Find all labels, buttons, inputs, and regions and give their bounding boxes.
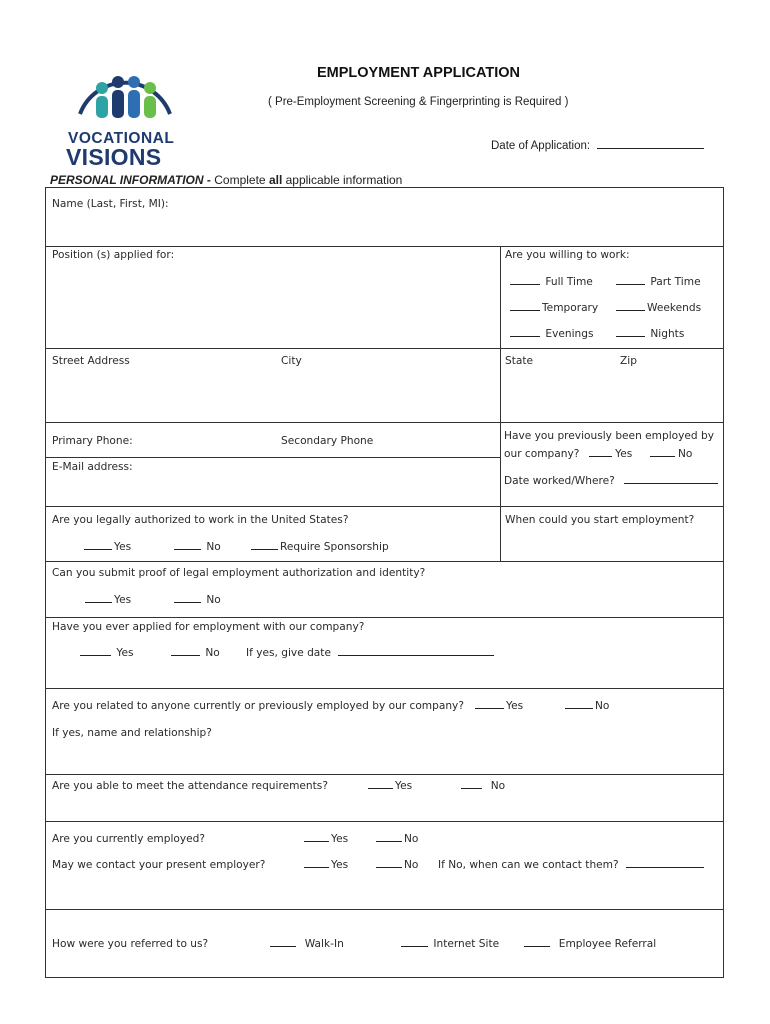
related-no-label: No [595,700,610,712]
employee-label: Employee Referral [558,938,657,950]
employee-line[interactable] [524,938,550,947]
name-field[interactable] [46,212,722,245]
applied-yes-label: Yes [116,647,134,659]
option-weekends[interactable] [616,302,701,314]
weekends-label: Weekends [647,302,702,314]
attendance-no[interactable] [461,780,505,792]
prev-employed-no-line[interactable] [650,448,675,457]
zip-label: Zip [620,355,637,367]
weekends-line[interactable] [616,302,645,311]
date-of-application-label: Date of Application: [491,140,591,152]
attendance-no-line[interactable] [461,780,482,789]
page-subtitle: ( Pre-Employment Screening & Fingerprinting is Required ) [268,96,569,108]
authorized-yes-label: Yes [114,541,132,553]
authorized-question: Are you legally authorized to work in the United States? [52,514,349,526]
internet-label: Internet Site [433,938,500,950]
secondary-phone-label: Secondary Phone [281,435,374,447]
contact-yes-label: Yes [331,859,349,871]
related-yes[interactable] [475,700,523,712]
proof-question: Can you submit proof of legal employment authorization and identity? [52,567,426,579]
section-instruction-bold: all [268,173,283,187]
prev-employed-row [504,448,692,460]
applied-yes-line[interactable] [80,647,111,656]
applied-date-label: If yes, give date [246,647,331,659]
full-time-line[interactable] [510,276,540,285]
prev-employed-no: No [677,448,693,460]
temporary-line[interactable] [510,302,540,311]
contact-no-line[interactable] [376,859,402,868]
proof-no-label: No [206,594,221,606]
proof-yes[interactable] [85,594,131,606]
attendance-yes-label: Yes [395,780,413,792]
when-contact-line[interactable] [626,859,704,868]
city-label: City [281,355,302,367]
proof-no[interactable] [174,594,221,606]
evenings-label: Evenings [545,328,594,340]
authorized-no[interactable] [174,541,221,553]
attendance-yes-line[interactable] [368,780,393,789]
nights-label: Nights [650,328,685,340]
willing-label: Are you willing to work: [505,249,630,261]
when-contact [438,859,706,871]
authorized-no-label: No [206,541,221,553]
internet-line[interactable] [401,938,428,947]
applied-no-line[interactable] [171,647,200,656]
section-title: PERSONAL INFORMATION - [50,173,211,187]
authorized-yes-line[interactable] [84,541,112,550]
name-label: Name (Last, First, MI): [52,198,169,210]
applied-date [246,647,496,659]
date-of-application-line[interactable] [597,140,704,149]
part-time-line[interactable] [616,276,645,285]
prev-employed-yes: Yes [615,448,633,460]
related-name-label: If yes, name and relationship? [52,727,212,739]
authorized-sponsorship[interactable] [251,541,389,553]
referred-question: How were you referred to us? [52,938,209,950]
address-field[interactable] [46,370,499,421]
authorized-no-line[interactable] [174,541,201,550]
option-evenings[interactable] [510,328,593,340]
current-no-label: No [404,833,419,845]
current-no-line[interactable] [376,833,402,842]
temporary-label: Temporary [542,302,599,314]
start-question: When could you start employment? [505,514,695,526]
related-no[interactable] [565,700,609,712]
contact-no-label: No [404,859,419,871]
current-yes[interactable] [304,833,348,845]
referred-employee[interactable] [524,938,656,950]
walkin-line[interactable] [270,938,296,947]
prev-employed-yes-line[interactable] [589,448,612,457]
primary-phone-label: Primary Phone: [52,435,133,447]
current-no[interactable] [376,833,418,845]
section-heading [50,173,402,187]
sponsorship-line[interactable] [251,541,278,550]
proof-yes-line[interactable] [85,594,112,603]
prev-employed-label-line1: Have you previously been employed by [504,430,715,442]
section-instruction-post: applicable information [282,173,403,187]
attendance-no-label: No [490,780,506,792]
attendance-yes[interactable] [368,780,412,792]
applied-date-line[interactable] [338,647,494,656]
street-address-label: Street Address [52,355,130,367]
related-question: Are you related to anyone currently or previously employed by our company? [52,700,464,712]
proof-yes-label: Yes [114,594,132,606]
part-time-label: Part Time [650,276,701,288]
date-worked-line[interactable] [624,475,718,484]
position-field[interactable] [46,263,499,347]
related-no-line[interactable] [565,700,593,709]
sponsorship-label: Require Sponsorship [280,541,389,553]
position-label: Position (s) applied for: [52,249,175,261]
contact-no[interactable] [376,859,418,871]
authorized-yes[interactable] [84,541,131,553]
company-logo [66,56,190,168]
applied-no-label: No [205,647,220,659]
referred-internet[interactable] [401,938,499,950]
evenings-line[interactable] [510,328,540,337]
related-yes-line[interactable] [475,700,504,709]
logo-figures-icon [66,56,190,128]
applied-question: Have you ever applied for employment with our company? [52,621,365,633]
contact-question: May we contact your present employer? [52,859,266,871]
date-of-application [491,140,704,152]
applied-yes[interactable] [80,647,133,659]
state-label: State [505,355,534,367]
current-yes-label: Yes [331,833,349,845]
nights-line[interactable] [616,328,645,337]
section-instruction-pre: Complete [214,173,269,187]
referred-walkin[interactable] [270,938,344,950]
contact-yes-line[interactable] [304,859,329,868]
option-full-time[interactable] [510,276,593,288]
option-nights[interactable] [616,328,684,340]
full-time-label: Full Time [545,276,593,288]
walkin-label: Walk-In [304,938,344,950]
attendance-question: Are you able to meet the attendance requirements? [52,780,328,792]
applied-no[interactable] [171,647,220,659]
current-question: Are you currently employed? [52,833,206,845]
prev-employed-label-line2: our company? [504,448,580,460]
logo-line1: VOCATIONAL [68,130,175,147]
logo-line2: VISIONS [66,144,162,170]
date-worked-label: Date worked/Where? [504,475,615,487]
page-title: EMPLOYMENT APPLICATION [317,65,520,81]
option-temporary[interactable] [510,302,598,314]
option-part-time[interactable] [616,276,701,288]
when-contact-label: If No, when can we contact them? [438,859,619,871]
proof-no-line[interactable] [174,594,201,603]
contact-yes[interactable] [304,859,348,871]
date-worked-row [504,475,718,487]
email-label: E-Mail address: [52,461,133,473]
related-yes-label: Yes [506,700,524,712]
current-yes-line[interactable] [304,833,329,842]
